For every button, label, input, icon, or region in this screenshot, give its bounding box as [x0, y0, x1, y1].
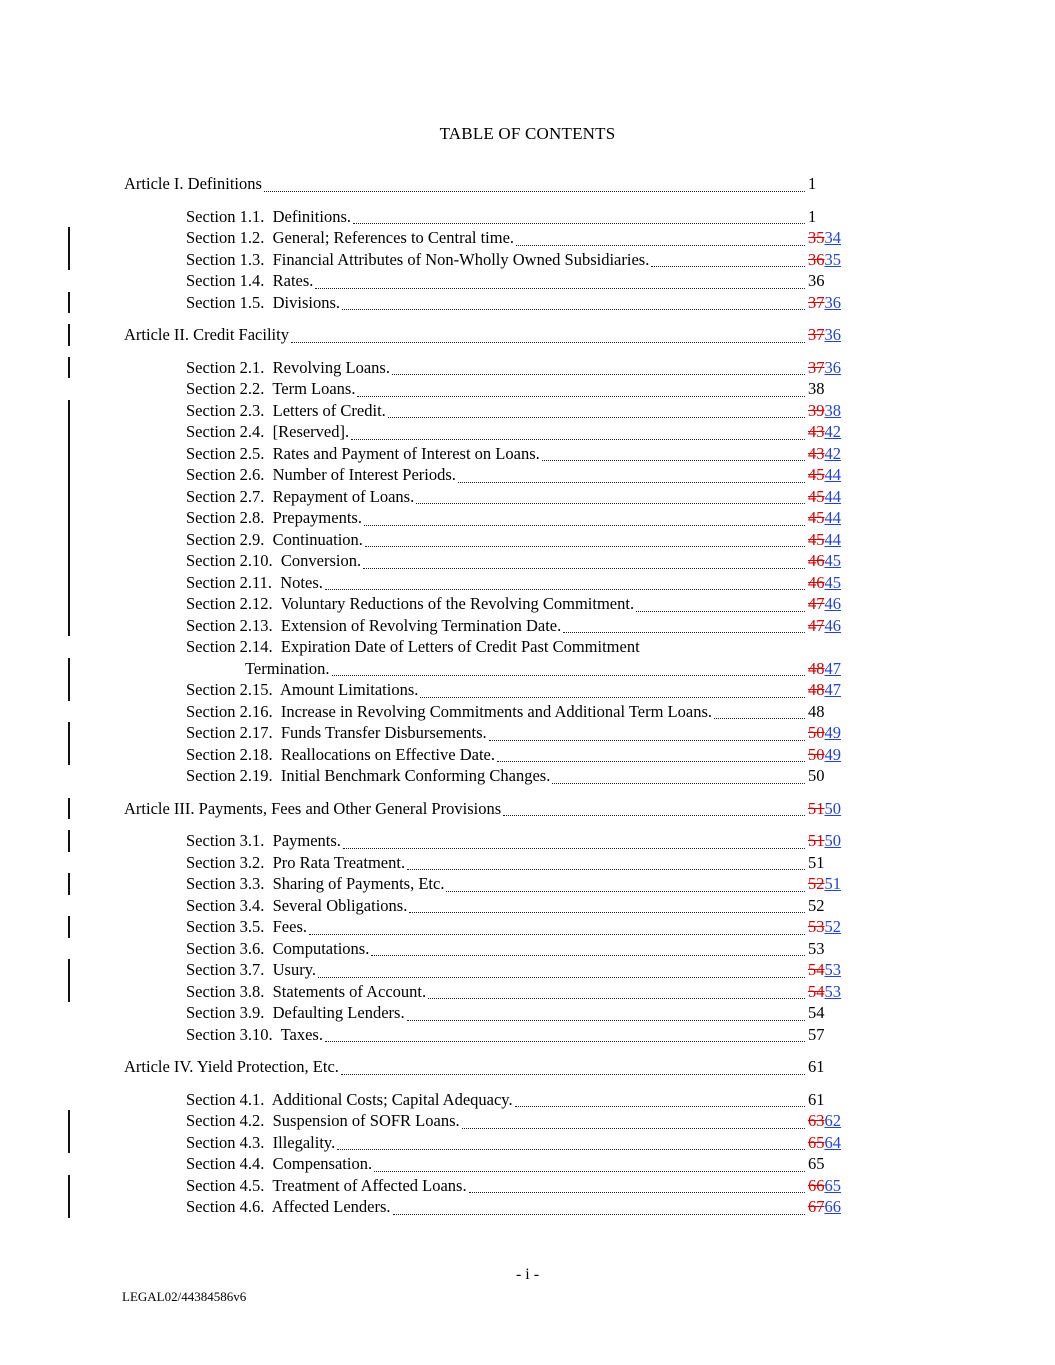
inserted-page-number: 38 [824, 400, 841, 420]
toc-entry [124, 959, 846, 981]
dot-leader [337, 1132, 805, 1151]
dot-leader [342, 292, 805, 311]
toc-page-number [808, 798, 846, 820]
toc-entry-text: Section 4.4. Compensation. [186, 1154, 373, 1173]
toc-entry [124, 701, 846, 723]
inserted-page-number: 44 [824, 529, 841, 549]
toc-entry-text: Section 4.2. Suspension of SOFR Loans. [186, 1111, 460, 1130]
dot-leader [636, 593, 805, 612]
toc-entry [124, 173, 846, 195]
toc-entry-text: Section 4.1. Additional Costs; Capital Adequacy. [186, 1089, 513, 1109]
dot-leader [353, 206, 805, 225]
dot-leader [318, 959, 805, 978]
dot-leader [407, 1002, 805, 1021]
toc-entry [124, 593, 846, 615]
inserted-page-number: 50 [824, 798, 841, 818]
deleted-page-number: 37 [808, 325, 825, 344]
toc-entry [124, 1153, 846, 1175]
deleted-page-number: 48 [808, 680, 825, 699]
dot-leader [365, 529, 805, 548]
deleted-page-number: 65 [808, 1132, 825, 1152]
toc-page-number: 61 [808, 1057, 825, 1076]
inserted-page-number: 34 [824, 228, 841, 247]
inserted-page-number: 66 [824, 1197, 841, 1216]
deleted-page-number: 36 [808, 249, 825, 269]
toc-page-number: 36 [808, 271, 825, 290]
toc-entry [124, 421, 846, 443]
toc-entry [124, 981, 846, 1003]
inserted-page-number: 36 [824, 357, 841, 377]
deleted-page-number: 63 [808, 1111, 825, 1130]
inserted-page-number: 46 [824, 594, 841, 613]
deleted-page-number: 51 [808, 831, 825, 850]
toc-page-number [808, 357, 846, 379]
toc-entry [124, 1024, 846, 1046]
deleted-page-number: 53 [808, 917, 825, 936]
dot-leader [325, 1024, 805, 1043]
dot-leader [341, 1056, 805, 1075]
toc-entry-text: Section 2.5. Rates and Payment of Interest on Loans. [186, 443, 540, 463]
toc-entry-text: Section 4.6. Affected Lenders. [186, 1197, 391, 1216]
toc-entry-text: Section 3.7. Usury. [186, 960, 317, 979]
inserted-page-number: 52 [824, 917, 841, 936]
inserted-page-number: 49 [824, 744, 841, 764]
toc-entry [124, 1132, 846, 1154]
toc-page-number [808, 959, 846, 981]
dot-leader [416, 486, 805, 505]
dot-leader [462, 1110, 805, 1129]
toc-entry [124, 486, 846, 508]
dot-leader [364, 507, 805, 526]
toc-page-number [808, 529, 846, 551]
toc-page-number [808, 981, 846, 1003]
toc-entry-text: Section 3.6. Computations. [186, 938, 370, 958]
dot-leader [343, 830, 805, 849]
toc-entry [124, 400, 846, 422]
inserted-page-number: 44 [824, 465, 841, 484]
deleted-page-number: 45 [808, 465, 825, 484]
toc-entry-text: Section 2.11. Notes. [186, 572, 323, 592]
toc-entry [124, 206, 846, 228]
toc-entry-text: Section 3.4. Several Obligations. [186, 895, 408, 915]
toc-entry [124, 1056, 846, 1078]
toc-page-number [808, 572, 846, 594]
toc-entry-text: Termination. [245, 658, 330, 678]
dot-leader [651, 249, 805, 268]
toc-page-number [808, 324, 846, 346]
toc-entry-text: Section 2.2. Term Loans. [186, 379, 356, 398]
deleted-page-number: 51 [808, 798, 825, 818]
toc-entry-text: Section 3.3. Sharing of Payments, Etc. [186, 874, 445, 893]
toc-entry-text: Section 2.18. Reallocations on Effective Date. [186, 744, 495, 764]
toc-entry-text: Section 2.13. Extension of Revolving Termination Date. [186, 615, 562, 635]
toc-page-number: 51 [808, 852, 825, 872]
dot-leader [489, 722, 805, 741]
toc-page-number [808, 1175, 846, 1197]
toc-page-number [808, 1110, 846, 1132]
dot-leader [264, 173, 805, 192]
toc-page-number [808, 421, 846, 443]
toc-entry [124, 938, 846, 960]
toc-page-number: 1 [808, 206, 817, 226]
deleted-page-number: 54 [808, 981, 825, 1001]
toc-entry-text: Article III. Payments, Fees and Other General Provisions [124, 798, 502, 818]
toc-entry [124, 873, 846, 895]
dot-leader [388, 400, 805, 419]
deleted-page-number: 46 [808, 572, 825, 592]
dot-leader [515, 1089, 805, 1108]
toc-entry [124, 249, 846, 271]
toc-page-number [808, 443, 846, 465]
toc-entries [124, 162, 846, 1218]
inserted-page-number: 36 [824, 292, 841, 312]
toc-page-number [808, 830, 846, 852]
inserted-page-number: 47 [824, 658, 841, 678]
toc-entry-text: Section 1.1. Definitions. [186, 206, 351, 226]
toc-page-number: 50 [808, 766, 825, 785]
toc-page-number [808, 400, 846, 422]
inserted-page-number: 35 [824, 249, 841, 269]
toc-entry-text: Section 4.5. Treatment of Affected Loans. [186, 1175, 467, 1195]
toc-entry-text: Section 1.3. Financial Attributes of Non-Wholly Owned Subsidiaries. [186, 249, 650, 269]
toc-entry-text: Section 2.17. Funds Transfer Disbursements. [186, 723, 487, 742]
toc-page-number [808, 615, 846, 637]
toc-entry [124, 1175, 846, 1197]
toc-page-number [808, 249, 846, 271]
toc-entry [124, 464, 846, 486]
toc-entry-text: Section 3.8. Statements of Account. [186, 981, 427, 1001]
dot-leader [363, 550, 805, 569]
dot-leader [291, 324, 805, 343]
dot-leader [392, 357, 805, 376]
toc-page-number [808, 464, 846, 486]
inserted-page-number: 45 [824, 551, 841, 570]
toc-page-number [808, 722, 846, 744]
toc-entry-text: Section 4.3. Illegality. [186, 1132, 336, 1152]
toc-entry [124, 550, 846, 572]
deleted-page-number: 48 [808, 658, 825, 678]
deleted-page-number: 43 [808, 443, 825, 463]
dot-leader [552, 765, 805, 784]
deleted-page-number: 45 [808, 486, 825, 506]
toc-entry [124, 443, 846, 465]
inserted-page-number: 65 [824, 1175, 841, 1195]
toc-entry-text: Section 2.10. Conversion. [186, 551, 362, 570]
toc-entry [124, 615, 846, 637]
inserted-page-number: 46 [824, 615, 841, 635]
toc-entry [124, 722, 846, 744]
toc-entry-text: Section 2.15. Amount Limitations. [186, 680, 419, 699]
toc-entry-text: Section 1.5. Divisions. [186, 292, 341, 312]
dot-leader [409, 895, 805, 914]
toc-entry [124, 916, 846, 938]
inserted-page-number: 50 [824, 831, 841, 850]
toc-entry [124, 830, 846, 852]
toc-page-number: 57 [808, 1024, 825, 1044]
dot-leader [428, 981, 805, 1000]
deleted-page-number: 46 [808, 551, 825, 570]
dot-leader [357, 378, 805, 397]
dot-leader [371, 938, 805, 957]
toc-page-number [808, 658, 846, 680]
deleted-page-number: 47 [808, 615, 825, 635]
inserted-page-number: 42 [824, 443, 841, 463]
toc-entry [124, 1089, 846, 1111]
toc-page-number [808, 1196, 846, 1218]
toc-page-number [808, 593, 846, 615]
toc-page-number: 65 [808, 1154, 825, 1173]
inserted-page-number: 49 [824, 723, 841, 742]
toc-entry [124, 679, 846, 701]
inserted-page-number: 53 [824, 960, 841, 979]
dot-leader [458, 464, 805, 483]
toc-entry [124, 658, 846, 680]
toc-entry-text: Section 1.2. General; References to Central time. [186, 228, 515, 247]
dot-leader [407, 852, 805, 871]
toc-entry-text: Section 3.2. Pro Rata Treatment. [186, 852, 406, 872]
dot-leader [332, 658, 805, 677]
toc-entry [124, 378, 846, 400]
toc-page-number: 61 [808, 1089, 825, 1109]
toc-entry-text: Section 2.7. Repayment of Loans. [186, 486, 415, 506]
toc-page-number: 1 [808, 174, 817, 193]
toc-entry [124, 765, 846, 787]
toc-entry [124, 895, 846, 917]
dot-leader [374, 1153, 805, 1172]
toc-entry [124, 292, 846, 314]
deleted-page-number: 45 [808, 529, 825, 549]
toc-entry-text: Article I. Definitions [124, 174, 262, 193]
toc-entry [124, 507, 846, 529]
dot-leader [497, 744, 805, 763]
toc-page-number [808, 550, 846, 572]
toc-page-number: 38 [808, 379, 825, 398]
dot-leader [325, 572, 805, 591]
toc-entry [124, 324, 846, 346]
toc-entry-text: Section 2.6. Number of Interest Periods. [186, 465, 456, 484]
inserted-page-number: 47 [824, 680, 841, 699]
toc-page-number: 48 [808, 701, 825, 721]
toc-entry-text: Section 2.4. [Reserved]. [186, 422, 350, 441]
toc-entry-text: Section 2.14. Expiration Date of Letters of Credit Past Commitment [186, 637, 640, 656]
toc-entry [124, 270, 846, 292]
inserted-page-number: 51 [824, 874, 841, 893]
toc-entry-text: Section 2.8. Prepayments. [186, 508, 362, 527]
inserted-page-number: 62 [824, 1111, 841, 1130]
toc-page-number [808, 486, 846, 508]
toc-page-number [808, 744, 846, 766]
toc-page-number: 54 [808, 1003, 825, 1022]
toc-page-number: 52 [808, 895, 825, 915]
dot-leader [469, 1175, 805, 1194]
toc-page-number [808, 1132, 846, 1154]
dot-leader [542, 443, 805, 462]
toc-page-number: 53 [808, 938, 825, 958]
toc-entry [124, 636, 846, 658]
toc-entry-text: Section 2.19. Initial Benchmark Conforming Changes. [186, 766, 551, 785]
inserted-page-number: 44 [824, 486, 841, 506]
dot-leader [503, 798, 805, 817]
toc-entry [124, 529, 846, 551]
inserted-page-number: 64 [824, 1132, 841, 1152]
toc-entry-text: Section 2.3. Letters of Credit. [186, 400, 386, 420]
dot-leader [309, 916, 805, 935]
toc-entry [124, 744, 846, 766]
toc-page-number [808, 679, 846, 701]
toc-page-number [808, 292, 846, 314]
dot-leader [393, 1196, 805, 1215]
toc-page-number [808, 227, 846, 249]
deleted-page-number: 67 [808, 1197, 825, 1216]
toc-page-number [808, 916, 846, 938]
deleted-page-number: 50 [808, 744, 825, 764]
footer-page-number: - i - [515, 1266, 540, 1283]
footer-doc-id: LEGAL02/44384586v6 [122, 1289, 247, 1304]
toc-entry [124, 852, 846, 874]
dot-leader [516, 227, 805, 246]
dot-leader [446, 873, 805, 892]
inserted-page-number: 36 [824, 325, 841, 344]
toc-entry [124, 1196, 846, 1218]
toc-entry [124, 357, 846, 379]
deleted-page-number: 37 [808, 292, 825, 312]
toc-entry [124, 227, 846, 249]
deleted-page-number: 52 [808, 874, 825, 893]
deleted-page-number: 35 [808, 228, 825, 247]
dot-leader [563, 615, 805, 634]
toc-entry [124, 1110, 846, 1132]
toc-entry [124, 798, 846, 820]
inserted-page-number: 53 [824, 981, 841, 1001]
toc-page-number [808, 873, 846, 895]
toc-entry-text: Article IV. Yield Protection, Etc. [124, 1057, 339, 1076]
toc-entry [124, 572, 846, 594]
toc-page-number [808, 507, 846, 529]
deleted-page-number: 54 [808, 960, 825, 979]
toc-entry-text: Section 1.4. Rates. [186, 271, 314, 290]
toc-entry-text: Section 2.9. Continuation. [186, 529, 363, 549]
toc-entry-text: Section 3.1. Payments. [186, 831, 341, 850]
dot-leader [315, 270, 805, 289]
inserted-page-number: 45 [824, 572, 841, 592]
deleted-page-number: 47 [808, 594, 825, 613]
page-title: TABLE OF CONTENTS [439, 124, 616, 143]
deleted-page-number: 43 [808, 422, 825, 441]
dot-leader [351, 421, 805, 440]
toc-entry-text: Section 3.10. Taxes. [186, 1024, 323, 1044]
toc-entry [124, 1002, 846, 1024]
deleted-page-number: 37 [808, 357, 825, 377]
inserted-page-number: 42 [824, 422, 841, 441]
toc-entry-text: Section 2.1. Revolving Loans. [186, 357, 390, 377]
dot-leader [714, 701, 805, 720]
inserted-page-number: 44 [824, 508, 841, 527]
toc-entry-text: Article II. Credit Facility [124, 325, 289, 344]
toc-entry-text: Section 2.12. Voluntary Reductions of the Revolving Commitment. [186, 594, 635, 613]
toc-entry-text: Section 3.5. Fees. [186, 917, 307, 936]
dot-leader [420, 679, 805, 698]
toc-entry-text: Section 2.16. Increase in Revolving Commitments and Additional Term Loans. [186, 701, 713, 721]
toc-entry-text: Section 3.9. Defaulting Lenders. [186, 1003, 405, 1022]
deleted-page-number: 45 [808, 508, 825, 527]
deleted-page-number: 39 [808, 400, 825, 420]
deleted-page-number: 66 [808, 1175, 825, 1195]
deleted-page-number: 50 [808, 723, 825, 742]
